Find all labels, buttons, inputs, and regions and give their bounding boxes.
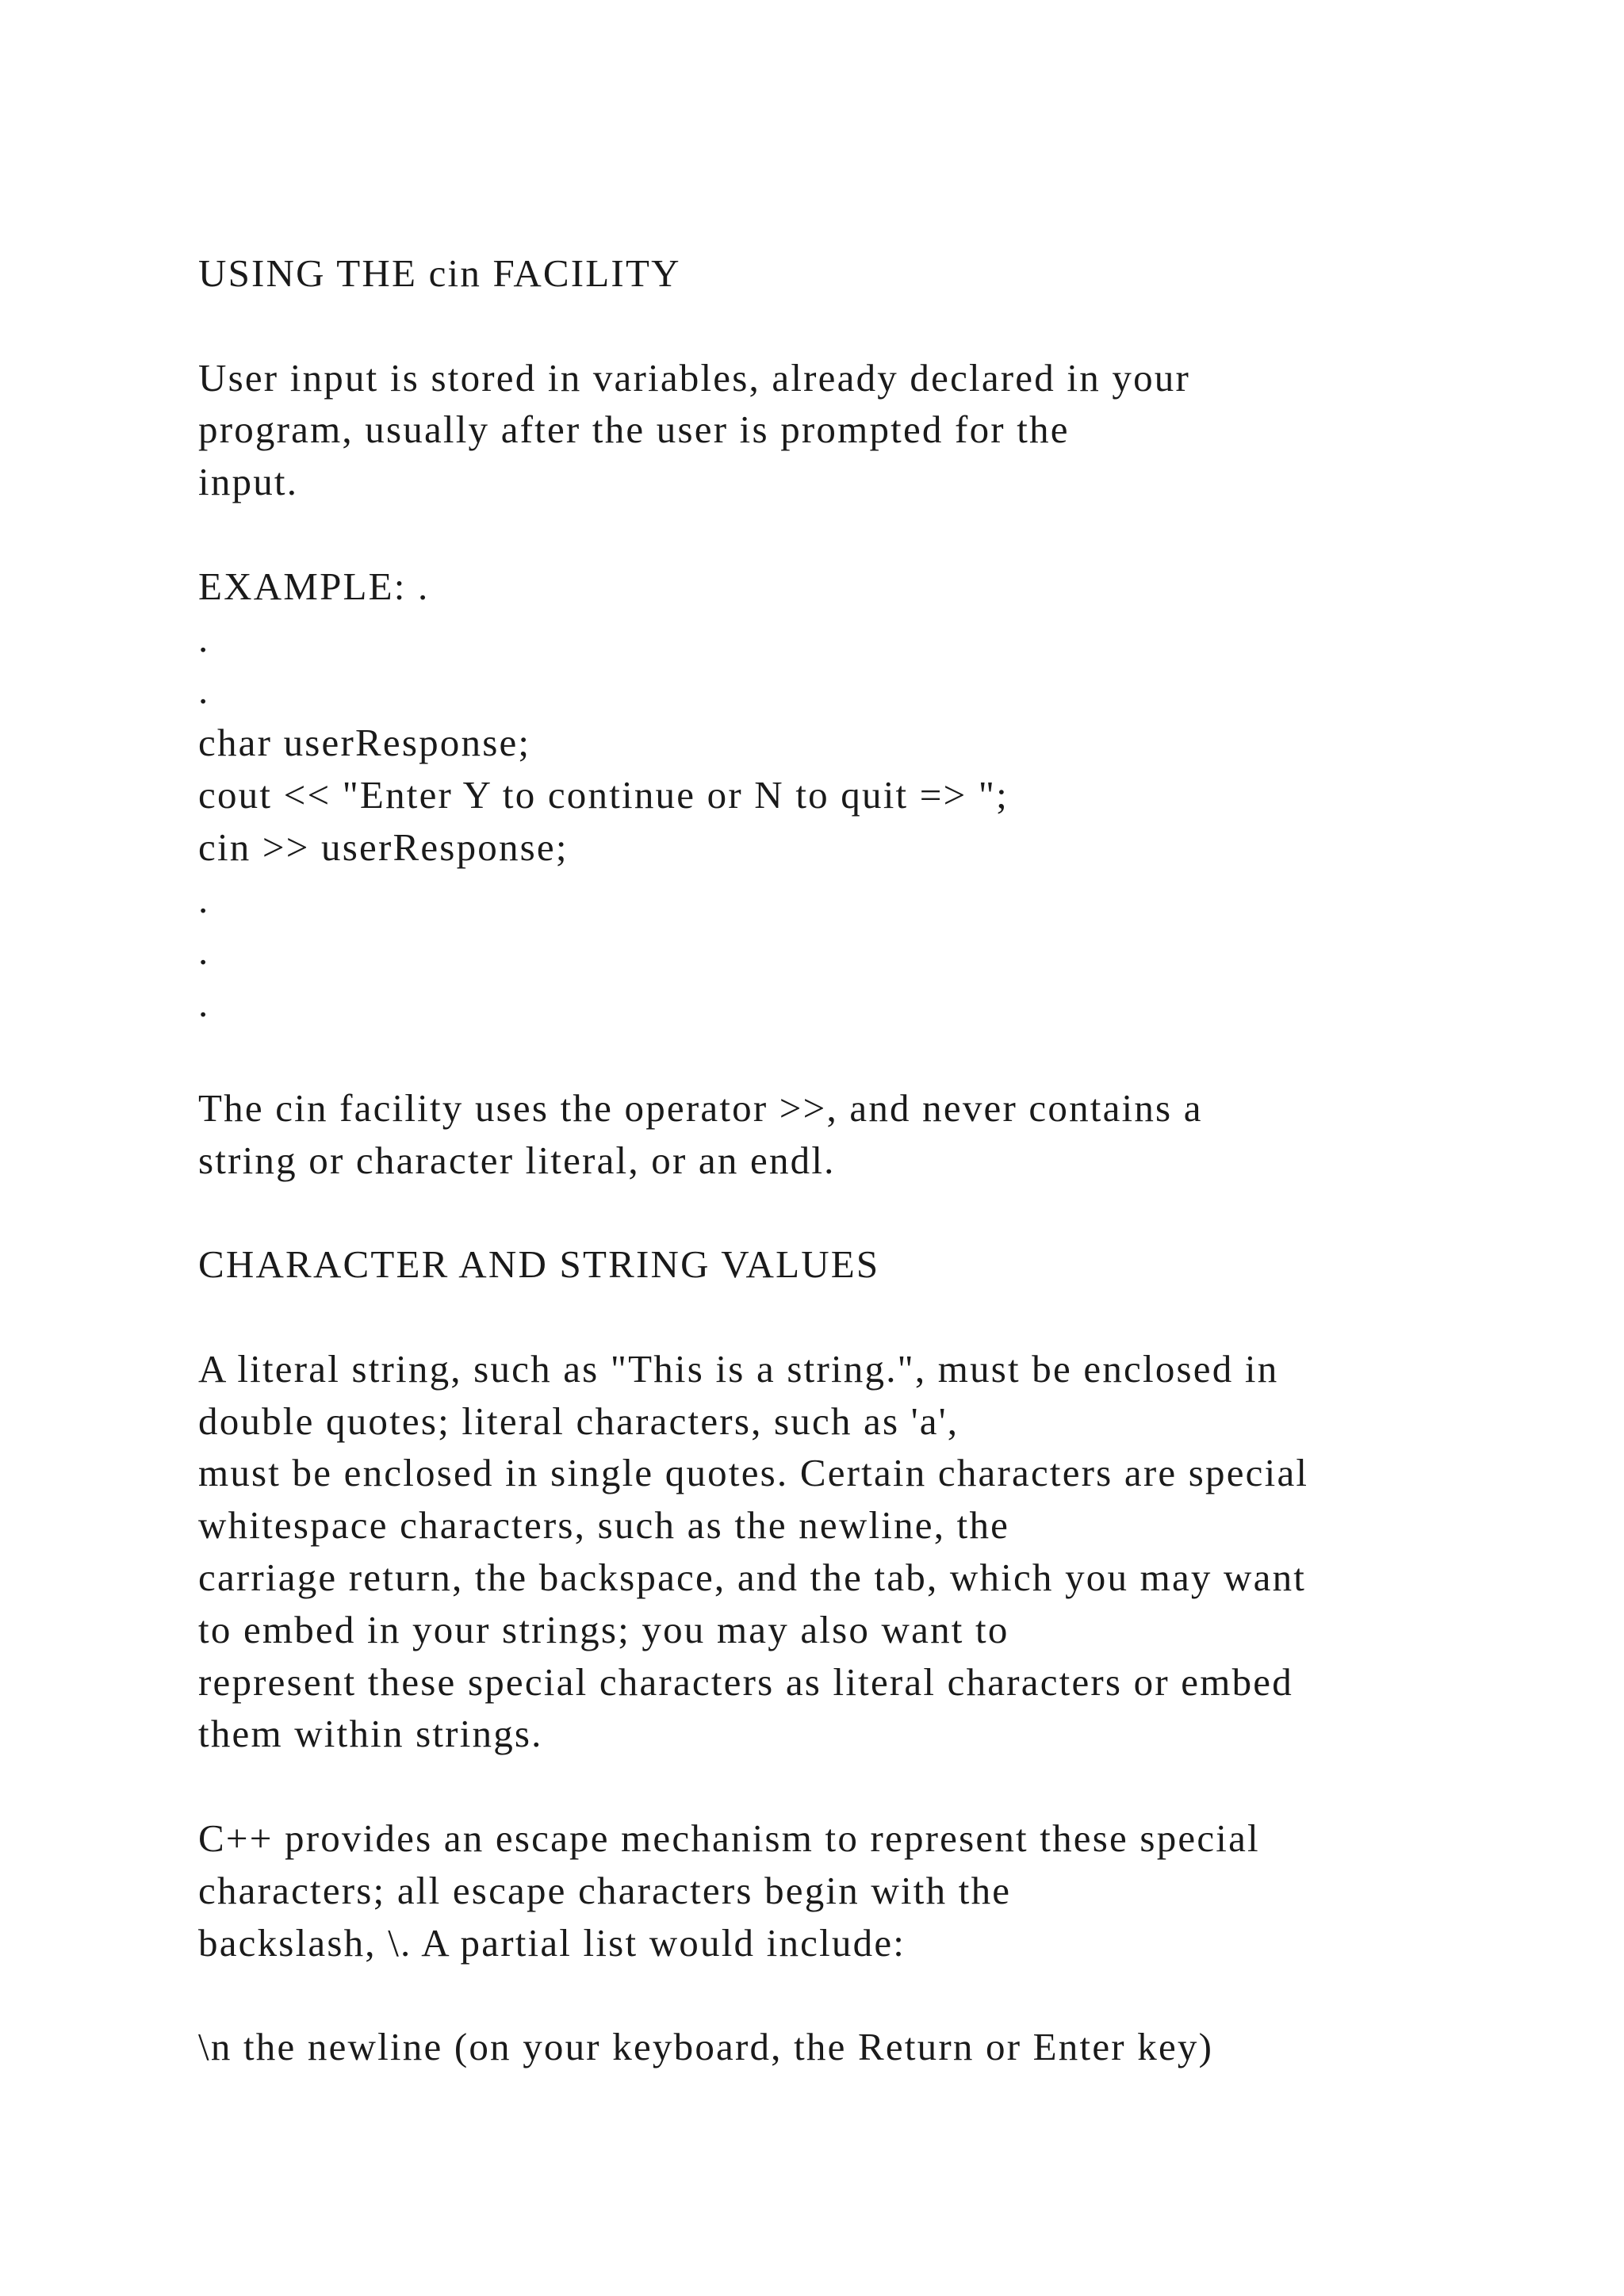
code-line: char userResponse; [198,721,531,765]
section-heading-character-string: CHARACTER AND STRING VALUES [198,1242,880,1287]
blank-line [198,1186,1546,1238]
escape-list-item: \n the newline (on your keyboard, the Return or Enter key) [198,2025,1214,2069]
paragraph-line: A literal string, such as "This is a string.", must be enclosed in [198,1346,1279,1391]
paragraph-line: input. [198,460,299,504]
ellipsis-dot: . [198,877,210,921]
blank-line [198,1291,1546,1343]
blank-line [198,1030,1546,1082]
code-line: cout << "Enter Y to continue or N to quit => "; [198,772,1009,817]
paragraph-line: whitespace characters, such as the newline, the [198,1503,1010,1548]
ellipsis-dot: . [198,668,210,713]
blank-line [198,300,1546,352]
example-label: EXAMPLE: . [198,564,430,608]
paragraph-line: carriage return, the backspace, and the tab, which you may want [198,1555,1307,1599]
paragraph-line: The cin facility uses the operator >>, and never contains a [198,1085,1203,1130]
document-page [198,247,1546,2073]
paragraph-line: them within strings. [198,1712,543,1756]
paragraph-line: C++ provides an escape mechanism to represent these special [198,1816,1260,1860]
paragraph-line: double quotes; literal characters, such as 'a', [198,1399,959,1443]
ellipsis-dot: . [198,929,210,974]
paragraph-line: represent these special characters as literal characters or embed [198,1659,1293,1704]
paragraph-line: program, usually after the user is prompted for the [198,408,1070,452]
blank-line [198,1969,1546,2021]
paragraph-line: characters; all escape characters begin with the [198,1868,1012,1912]
paragraph-line: User input is stored in variables, already declared in your [198,355,1190,400]
section-heading-cin: USING THE cin FACILITY [198,251,681,295]
blank-line [198,1760,1546,1812]
blank-line [198,508,1546,561]
paragraph-line: to embed in your strings; you may also want to [198,1607,1009,1651]
ellipsis-dot: . [198,616,210,660]
paragraph-line: string or character literal, or an endl. [198,1138,836,1182]
paragraph-line: backslash, \. A partial list would include: [198,1920,906,1965]
code-line: cin >> userResponse; [198,825,569,869]
ellipsis-dot: . [198,982,210,1026]
paragraph-line: must be enclosed in single quotes. Certain characters are special [198,1451,1309,1495]
